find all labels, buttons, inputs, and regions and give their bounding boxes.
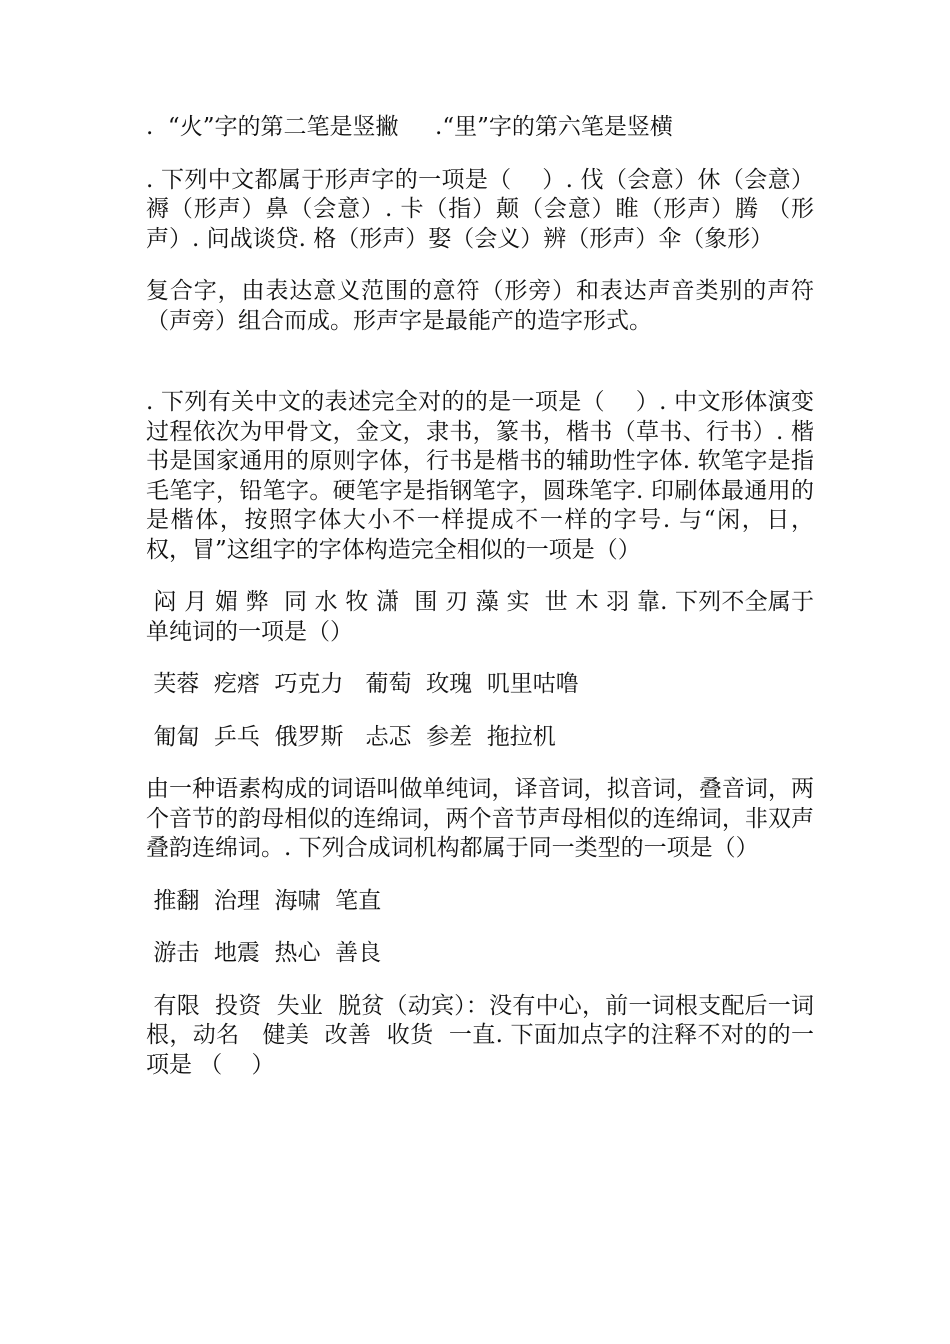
paragraph-options-words-b: 匍匐 乒乓 俄罗斯 忐忑 参差 拖拉机 — [146, 723, 556, 750]
paragraph-definition-simple-words: 由一种语素构成的词语叫做单纯词，译音词，拟音词，叠音词，两个音节的韵母相似的连绵词，两个音节声母相似的连绵词，非双声叠韵连绵词。. 下列合成词机构都属于同一类型的一项是（） — [146, 776, 814, 861]
paragraph-options-words-a: 芙蓉 疙瘩 巧克力 葡萄 玫瑰 叽里咕噜 — [146, 671, 579, 697]
paragraph-options-structure: 闷 月 媚 弊 同 水 牧 潇 围 刃 藻 实 世 木 羽 靠. 下列不全属于单纯词的一项是（） — [146, 589, 814, 645]
paragraph-question-chinese-statements: . 下列有关中文的表述完全对的的是一项是（ ）. 中文形体演变过程依次为甲骨文，金文，隶书，篆书，楷书（草书、行书）. 楷书是国家通用的原则字体，行书是楷书的辅助性字体. 软笔字是指毛笔字，铅笔字。硬笔字是指钢笔字，圆珠笔字. 印刷体最通用的是楷体，按照字体大小不一样提成不一样的字号. 与“闲，日，权，冒”这组字的字体构造完全相似的一项是（） — [146, 389, 814, 563]
paragraph-stroke-order: . “火”字的第二笔是竖撇 .“里”字的第六笔是竖横 — [146, 114, 673, 140]
paragraph-options-compound-b: 游击 地震 热心 善良 — [146, 940, 382, 966]
document-body — [146, 113, 814, 1103]
paragraph-definition-phonetic: 复合字，由表达意义范围的意符（形旁）和表达声音类别的声符（声旁）组合而成。形声字是最能产的造字形式。 — [146, 278, 814, 334]
paragraph-options-compound-a: 推翻 治理 海啸 笔直 — [146, 887, 382, 914]
paragraph-question-phonetic: . 下列中文都属于形声字的一项是（ ）. 伐（会意）休（会意）褥（形声）鼻（会意）. 卡（指）颠（会意）睢（形声）腾 （形声）. 问战谈贷. 格（形声）娶（会义）辨（形声）伞（象形） — [146, 166, 814, 252]
paragraph-options-compound-c: 有限 投资 失业 脱贫（动宾）：没有中心，前一词根支配后一词根，动名 健美 改善 收货 一直. 下面加点字的注释不对的的一项是 （ ） — [146, 992, 815, 1078]
